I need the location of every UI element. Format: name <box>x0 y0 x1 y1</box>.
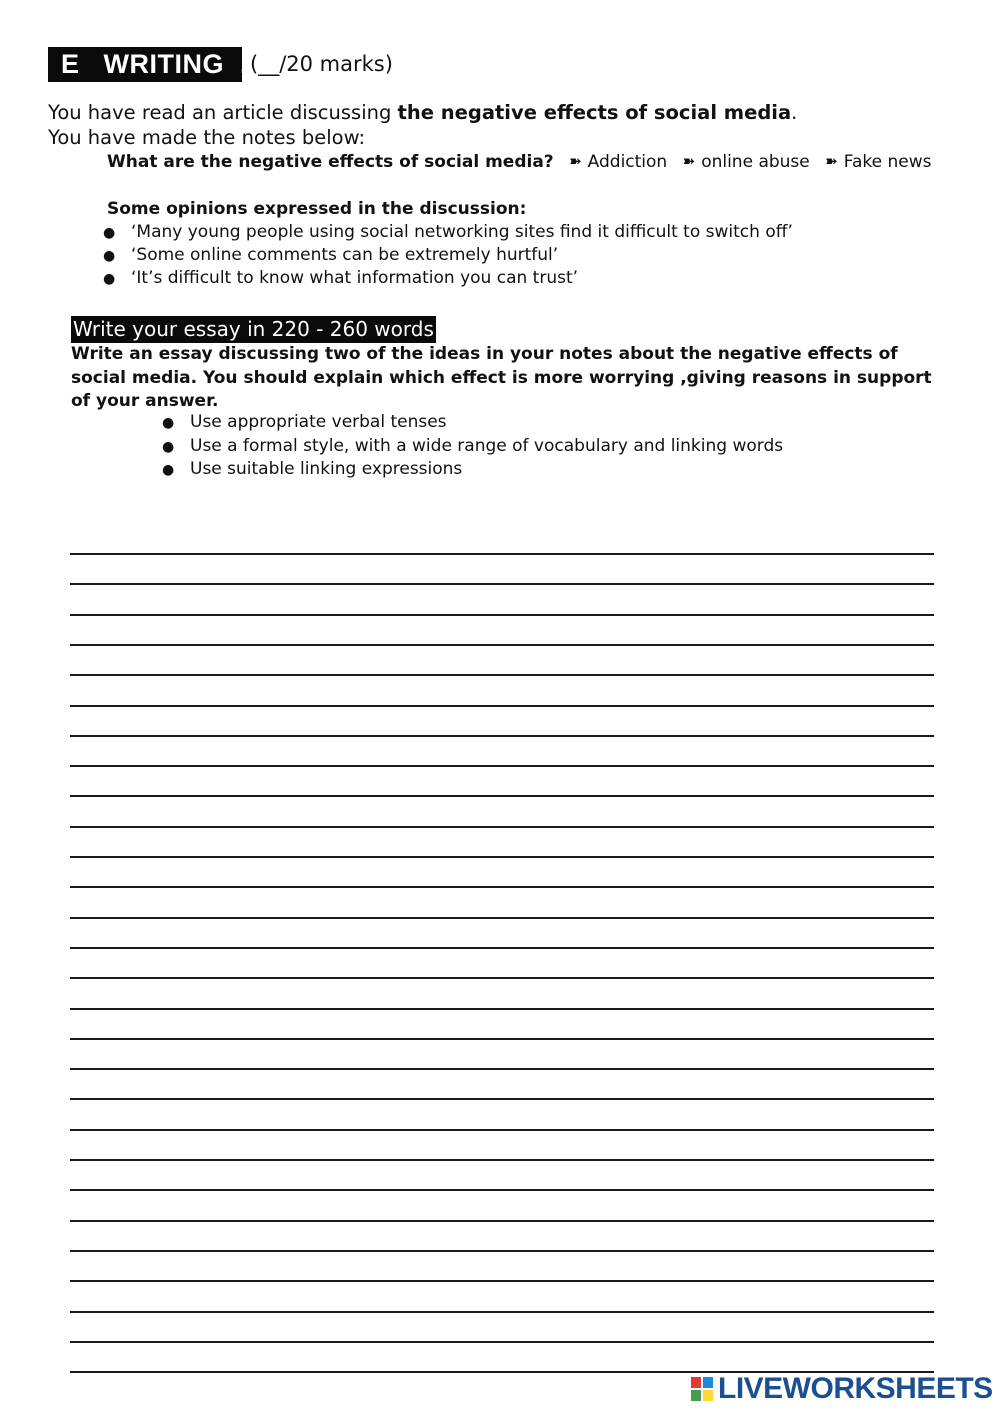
writing-line[interactable] <box>70 644 934 646</box>
writing-line[interactable] <box>70 1008 934 1010</box>
writing-line[interactable] <box>70 1311 934 1313</box>
writing-line[interactable] <box>70 583 934 585</box>
writing-line[interactable] <box>70 1038 934 1040</box>
marks-label: (__/20 marks) <box>250 52 393 76</box>
logo-tile <box>702 1389 714 1402</box>
writing-line[interactable] <box>70 1220 934 1222</box>
logo-mark-icon <box>690 1376 714 1402</box>
writing-line[interactable] <box>70 1159 934 1161</box>
writing-line[interactable] <box>70 977 934 979</box>
writing-line[interactable] <box>70 826 934 828</box>
tip-text: Use a formal style, with a wide range of vocabulary and linking words <box>190 436 784 456</box>
arrow-icon: ➽ <box>682 152 696 170</box>
writing-line[interactable] <box>70 886 934 888</box>
writing-line[interactable] <box>70 735 934 737</box>
tip-item <box>162 436 783 456</box>
logo-tile <box>702 1376 714 1389</box>
writing-line[interactable] <box>70 705 934 707</box>
opinion-item <box>103 222 793 242</box>
writing-line[interactable] <box>70 1341 934 1343</box>
arrow-icon: ➽ <box>569 152 582 170</box>
writing-line[interactable] <box>70 765 934 767</box>
writing-line[interactable] <box>70 917 934 919</box>
writing-line[interactable] <box>70 856 934 858</box>
logo-text: LIVEWORKSHEETS <box>718 1372 993 1405</box>
intro-line-1-prefix: You have read an article discussing <box>48 101 398 124</box>
writing-line[interactable] <box>70 1280 934 1282</box>
note-point: Fake news <box>843 152 932 172</box>
bullet-icon: ● <box>103 271 116 287</box>
intro-line-1 <box>48 101 797 124</box>
tip-item <box>162 459 462 479</box>
writing-line[interactable] <box>70 1189 934 1191</box>
bullet-icon: ● <box>103 225 116 241</box>
intro-line-2: You have made the notes below: <box>48 126 366 149</box>
writing-line[interactable] <box>70 1250 934 1252</box>
opinion-item <box>103 268 578 288</box>
tip-item <box>162 412 447 432</box>
writing-line[interactable] <box>70 947 934 949</box>
tip-text: Use appropriate verbal tenses <box>190 412 447 432</box>
tip-text: Use suitable linking expressions <box>190 459 463 479</box>
opinion-text: ‘Some online comments can be extremely hurtful’ <box>131 245 559 265</box>
logo-tile <box>690 1389 702 1402</box>
notes-question: What are the negative effects of social media? <box>107 152 554 172</box>
bullet-icon: ● <box>162 415 175 431</box>
task-instruction: Write an essay discussing two of the ideas in your notes about the negative effects of social media. You should explain which effect is more worrying ,giving reasons in support of your answer. <box>71 344 932 411</box>
opinions-heading: Some opinions expressed in the discussion: <box>107 199 527 219</box>
writing-line[interactable] <box>70 674 934 676</box>
writing-line[interactable] <box>70 1098 934 1100</box>
opinion-text: ‘It’s difficult to know what information you can trust’ <box>131 268 579 288</box>
writing-line[interactable] <box>70 1068 934 1070</box>
intro-line-1-suffix: . <box>791 101 798 124</box>
bullet-icon: ● <box>162 439 175 455</box>
arrow-icon: ➽ <box>825 152 838 170</box>
writing-line[interactable] <box>70 795 934 797</box>
logo-tile <box>690 1376 702 1389</box>
writing-line[interactable] <box>70 1129 934 1131</box>
bullet-icon: ● <box>103 248 116 264</box>
section-title: E WRITING . <box>48 47 242 82</box>
writing-line[interactable] <box>70 614 934 616</box>
liveworksheets-logo <box>690 1372 993 1406</box>
task-heading: Write your essay in 220 - 260 words <box>73 317 434 341</box>
writing-line[interactable] <box>70 553 934 555</box>
note-point: online abuse <box>701 152 810 172</box>
intro-topic: the negative effects of social media <box>397 101 792 124</box>
note-point: Addiction <box>587 152 668 172</box>
opinion-item <box>103 245 558 265</box>
notes-question-row <box>107 152 931 172</box>
bullet-icon: ● <box>162 462 175 478</box>
opinion-text: ‘Many young people using social networking sites find it difficult to switch off’ <box>131 222 793 242</box>
